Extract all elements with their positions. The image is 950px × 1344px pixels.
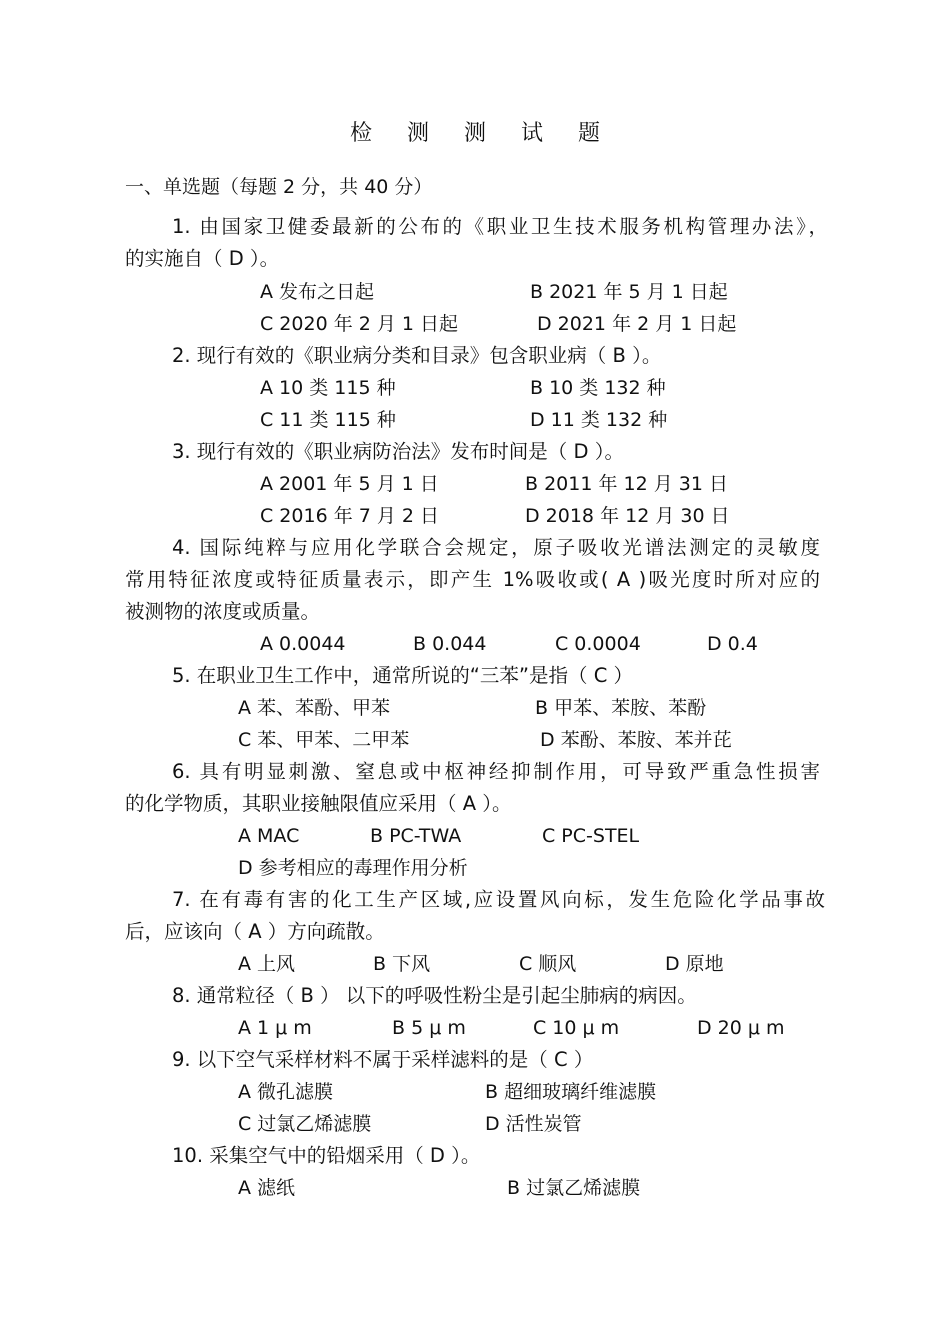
q3-option-d: D 2018 年 12 月 30 日 bbox=[525, 505, 730, 527]
question-9-line-1: 9. 以下空气采样材料不属于采样滤料的是（ C ） bbox=[172, 1048, 594, 1071]
q6-option-d: D 参考相应的毒理作用分析 bbox=[238, 857, 468, 879]
question-10-line-1: 10. 采集空气中的铅烟采用（ D ）。 bbox=[172, 1144, 481, 1167]
q4-option-c: C 0.0004 bbox=[555, 633, 641, 655]
q7-option-d: D 原地 bbox=[665, 953, 724, 975]
q7-option-a: A 上风 bbox=[238, 953, 296, 975]
q3-option-a: A 2001 年 5 月 1 日 bbox=[260, 473, 439, 495]
q9-option-c: C 过氯乙烯滤膜 bbox=[238, 1113, 372, 1135]
question-6-line-1: 6. 具有明显刺激、窒息或中枢神经抑制作用，可导致严重急性损害 bbox=[172, 760, 820, 783]
question-6-line-2: 的化学物质，其职业接触限值应采用（ A ）。 bbox=[125, 792, 512, 815]
q3-option-b: B 2011 年 12 月 31 日 bbox=[525, 473, 728, 495]
q6-option-a: A MAC bbox=[238, 825, 300, 847]
question-7-line-1: 7. 在有毒有害的化工生产区域,应设置风向标，发生危险化学品事故 bbox=[172, 888, 825, 911]
page-title: 检 测 测 试 题 bbox=[350, 121, 614, 146]
q6-option-c: C PC-STEL bbox=[542, 825, 640, 847]
q5-option-d: D 苯酚、苯胺、苯并芘 bbox=[540, 729, 732, 751]
q1-option-b: B 2021 年 5 月 1 日起 bbox=[530, 281, 728, 303]
q8-option-d: D 20 μ m bbox=[697, 1017, 785, 1039]
q8-option-c: C 10 μ m bbox=[533, 1017, 620, 1039]
q7-option-c: C 顺风 bbox=[519, 953, 577, 975]
question-2-line-1: 2. 现行有效的《职业病分类和目录》包含职业病（ B ）。 bbox=[172, 344, 662, 367]
q2-option-c: C 11 类 115 种 bbox=[260, 409, 396, 431]
q4-option-b: B 0.044 bbox=[413, 633, 487, 655]
question-4-line-3: 被测物的浓度或质量。 bbox=[125, 600, 321, 623]
q8-option-b: B 5 μ m bbox=[392, 1017, 466, 1039]
q1-option-a: A 发布之日起 bbox=[260, 281, 375, 303]
q8-option-a: A 1 μ m bbox=[238, 1017, 312, 1039]
q5-option-b: B 甲苯、苯胺、苯酚 bbox=[535, 697, 707, 719]
q1-option-d: D 2021 年 2 月 1 日起 bbox=[537, 313, 737, 335]
q10-option-b: B 过氯乙烯滤膜 bbox=[507, 1177, 641, 1199]
question-7-line-2: 后，应该向（ A ）方向疏散。 bbox=[125, 920, 385, 943]
q9-option-a: A 微孔滤膜 bbox=[238, 1081, 334, 1103]
question-3-line-1: 3. 现行有效的《职业病防治法》发布时间是（ D ）。 bbox=[172, 440, 624, 463]
question-1-line-1: 1. 由国家卫健委最新的公布的《职业卫生技术服务机构管理办法》， bbox=[172, 215, 828, 238]
q4-option-a: A 0.0044 bbox=[260, 633, 346, 655]
section-heading: 一、单选题（每题 2 分，共 40 分） bbox=[125, 176, 433, 198]
q3-option-c: C 2016 年 7 月 2 日 bbox=[260, 505, 440, 527]
q2-option-a: A 10 类 115 种 bbox=[260, 377, 396, 399]
question-4-line-1: 4. 国际纯粹与应用化学联合会规定，原子吸收光谱法测定的灵敏度 bbox=[172, 536, 820, 559]
question-8-line-1: 8. 通常粒径（ B ） 以下的呼吸性粉尘是引起尘肺病的病因。 bbox=[172, 984, 697, 1007]
q2-option-d: D 11 类 132 种 bbox=[530, 409, 668, 431]
question-1-line-2: 的实施自（ D ）。 bbox=[125, 247, 280, 270]
q5-option-a: A 苯、苯酚、甲苯 bbox=[238, 697, 391, 719]
q2-option-b: B 10 类 132 种 bbox=[530, 377, 666, 399]
q6-option-b: B PC-TWA bbox=[370, 825, 462, 847]
q1-option-c: C 2020 年 2 月 1 日起 bbox=[260, 313, 459, 335]
q4-option-d: D 0.4 bbox=[707, 633, 758, 655]
question-4-line-2: 常用特征浓度或特征质量表示，即产生 1%吸收或( A )吸光度时所对应的 bbox=[125, 568, 820, 591]
q9-option-d: D 活性炭管 bbox=[485, 1113, 582, 1135]
q9-option-b: B 超细玻璃纤维滤膜 bbox=[485, 1081, 657, 1103]
q7-option-b: B 下风 bbox=[373, 953, 431, 975]
q10-option-a: A 滤纸 bbox=[238, 1177, 296, 1199]
q5-option-c: C 苯、甲苯、二甲苯 bbox=[238, 729, 410, 751]
question-5-line-1: 5. 在职业卫生工作中，通常所说的“三苯”是指（ C ） bbox=[172, 664, 634, 687]
